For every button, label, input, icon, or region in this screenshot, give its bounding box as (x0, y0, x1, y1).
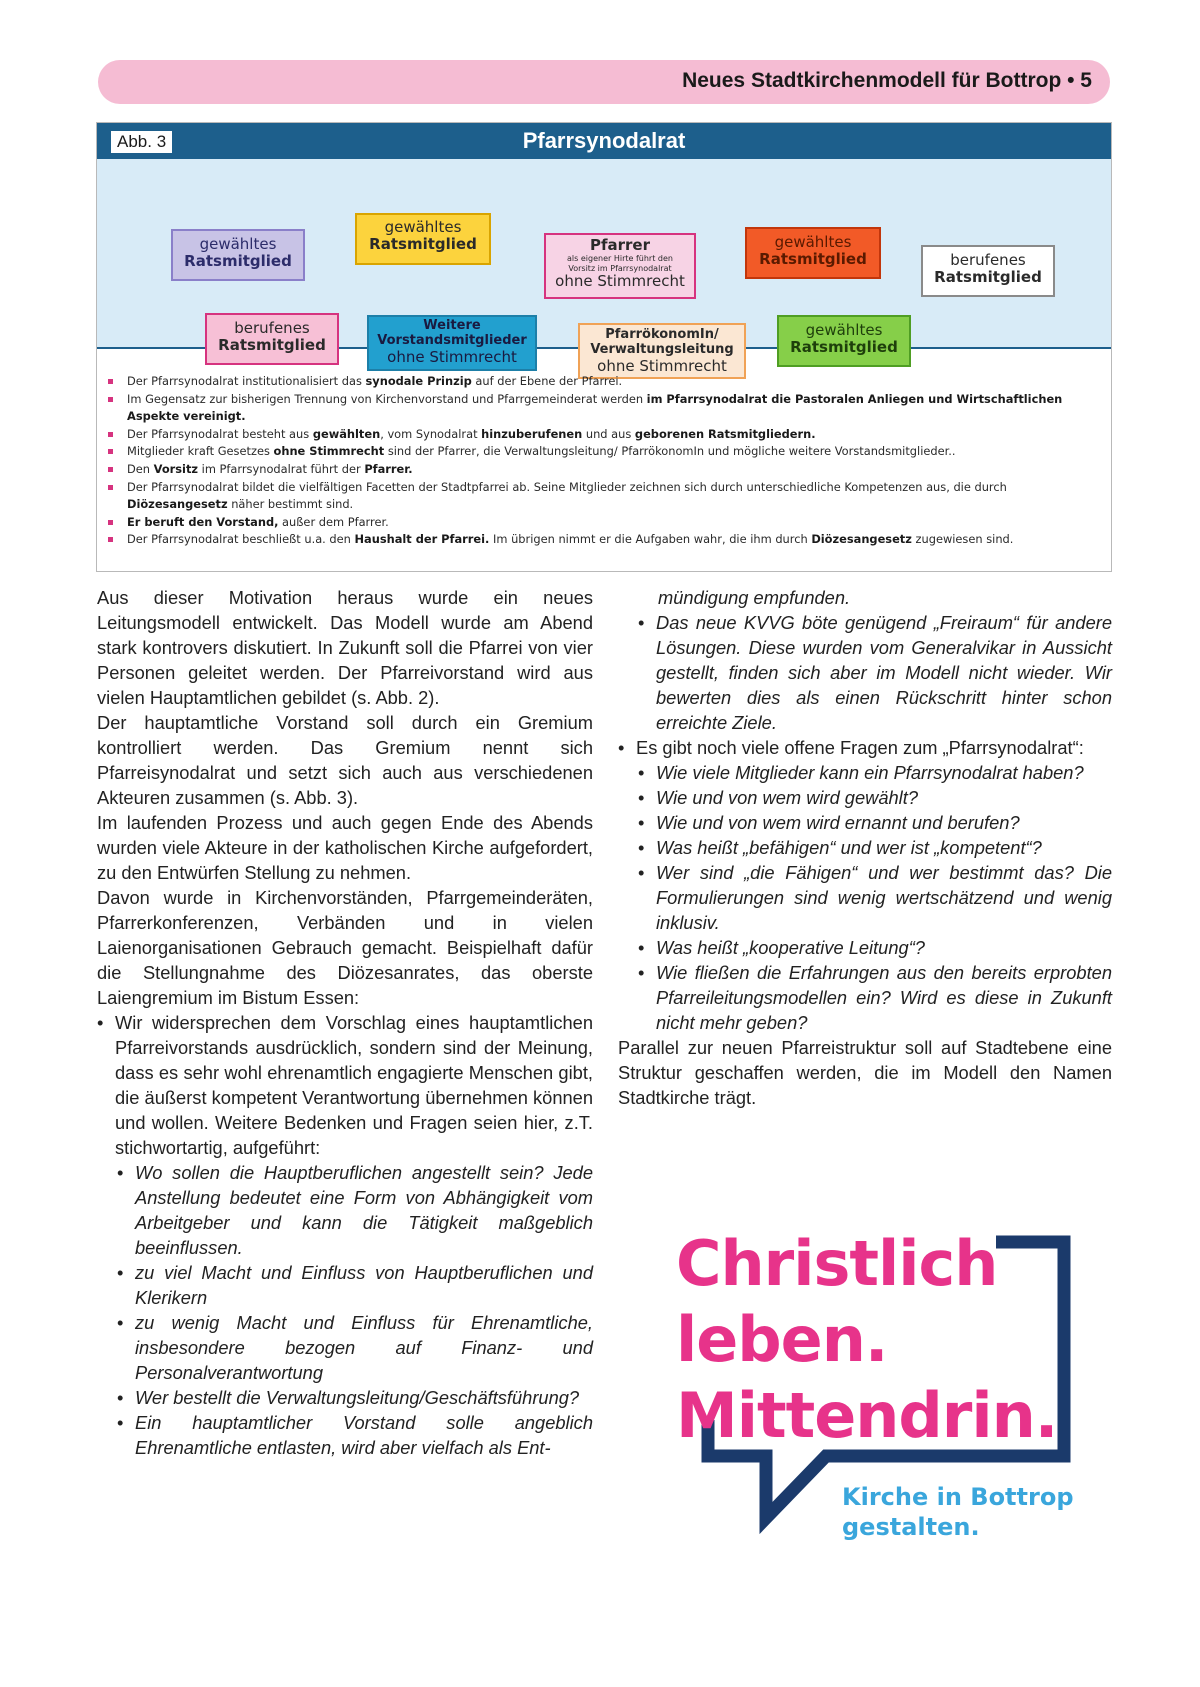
diagram-box-gewaehltes-1 (171, 229, 305, 281)
box-line: Ratsmitglied (934, 268, 1042, 287)
box-line: PfarrökonomIn/ (605, 327, 719, 342)
diagram-box-pfarrer (544, 233, 696, 299)
sub-list-item: • Das neue KVVG böte genügend „Freiraum“ für andere Lösungen. Diese wurden vom Generalvikar in Aussicht gestellt, finden sich aber im Modell nicht wieder. Wir bewerten dies als einen Rückschritt hinter schon erreichte Ziele. (636, 610, 1112, 735)
paragraph: Im laufenden Prozess und auch gegen Ende des Abends wurden viele Akteure in der katholischen Kirche aufgefordert, zu den Entwürfen Stellung zu nehmen. (97, 812, 593, 883)
logo-headline (676, 1226, 1057, 1454)
box-line: gewähltes (384, 218, 462, 236)
list-item (97, 1010, 593, 1460)
box-line: berufenes (950, 251, 1026, 269)
box-line: Ratsmitglied (759, 250, 867, 269)
sub-bullet-list (115, 1160, 593, 1460)
box-line: Ratsmitglied (218, 336, 326, 355)
box-note: als eigener Hirte führt den (567, 254, 673, 264)
figure-bullet-list (107, 373, 1097, 549)
sub-list-item: • Was heißt „kooperative Leitung“? (636, 935, 1112, 960)
box-line: Vorstandsmitglieder (377, 332, 527, 348)
box-line: Pfarrer (589, 236, 650, 254)
figure-bullet: Mitglieder kraft Gesetzes ohne Stimmrecht sind der Pfarrer, die Verwaltungsleitung/ PfarrökonomIn und mögliche weitere Vorstandsmitglieder.. (107, 443, 1097, 461)
figure-pfarrsynodalrat (96, 122, 1112, 572)
box-line: ohne Stimmrecht (555, 272, 685, 291)
box-line: Ratsmitglied (184, 252, 292, 271)
diagram-box-verwaltungsleitung (578, 323, 746, 379)
figure-bullet: Der Pfarrsynodalrat besteht aus gewählten, vom Synodalrat hinzuberufenen und aus geborenen Ratsmitgliedern. (107, 426, 1097, 444)
sub-bullet-list (636, 760, 1112, 1035)
box-line: gewähltes (199, 235, 277, 253)
sub-list-item: • zu wenig Macht und Einfluss für Ehrenamtliche, insbesondere bezogen auf Finanz- und Personalverantwortung (115, 1310, 593, 1385)
logo-line: leben. (676, 1303, 888, 1376)
sub-list-item: • Wie und von wem wird ernannt und berufen? (636, 810, 1112, 835)
figure-title-bar (97, 123, 1111, 159)
logo-line: Christlich (676, 1227, 998, 1300)
logo-subline-1: Kirche in Bottrop (842, 1483, 1074, 1511)
sub-list-item: • Ein hauptamtlicher Vorstand solle angeblich Ehrenamtliche entlasten, wird aber vielfach als Ent- (115, 1410, 593, 1460)
sub-bullet-list (618, 610, 1112, 735)
bullet-list (97, 1010, 593, 1460)
figure-bullet: Der Pfarrsynodalrat bildet die vielfältigen Facetten der Stadtpfarrei ab. Seine Mitglieder zeichnen sich durch unterschiedliche Kompetenzen aus, die durch Diözesangesetz näher bestimmt sind. (107, 479, 1097, 514)
box-line: ohne Stimmrecht (597, 356, 727, 375)
sub-list-item: • Wo sollen die Hauptberuflichen angestellt sein? Jede Anstellung bedeutet eine Form von Abhängigkeit vom Arbeitgeber und kann die Tätigkeit maßgeblich beeinflussen. (115, 1160, 593, 1260)
right-column (618, 585, 1112, 1110)
kirche-in-bottrop-logo (676, 1226, 1080, 1566)
sub-list-item: • Wer sind „die Fähigen“ und wer bestimmt das? Die Formulierungen sind wenig wertschätzend und wenig inklusiv. (636, 860, 1112, 935)
paragraph: Aus dieser Motivation heraus wurde ein neues Leitungsmodell entwickelt. Das Modell wurde am Abend stark kontrovers diskutiert. In Zukunft soll die Pfarrei von vier Personen geleitet werden. Der Pfarreivorstand wird aus vielen Hauptamtlichen gebildet (s. Abb. 2). (97, 587, 593, 708)
continued-text: mündigung empfunden. (658, 587, 851, 608)
box-line: Verwaltungsleitung (590, 341, 734, 357)
sub-list-item: • zu viel Macht und Einfluss von Hauptberuflichen und Klerikern (115, 1260, 593, 1310)
left-column (97, 585, 593, 1460)
figure-bullet: Der Pfarrsynodalrat beschließt u.a. den Haushalt der Pfarrei. Im übrigen nimmt er die Aufgaben wahr, die ihm durch Diözesangesetz zugewiesen sind. (107, 531, 1097, 549)
box-line: Weitere (423, 318, 481, 333)
sub-list-item: • Was heißt „befähigen“ und wer ist „kompetent“? (636, 835, 1112, 860)
diagram-box-gewaehltes-3 (745, 227, 881, 279)
page-header-bar (98, 60, 1110, 104)
figure-label: Abb. 3 (111, 131, 172, 153)
list-item-text: Es gibt noch viele offene Fragen zum „Pfarrsynodalrat“: (636, 737, 1084, 758)
figure-bullet: Er beruft den Vorstand, außer dem Pfarrer. (107, 514, 1097, 532)
box-line: Ratsmitglied (369, 235, 477, 254)
figure-title: Pfarrsynodalrat (522, 128, 686, 153)
logo-line: Mittendrin. (676, 1379, 1058, 1452)
box-note: Vorsitz im Pfarrsynodalrat (568, 263, 672, 273)
diagram-box-berufenes-2 (205, 313, 339, 365)
sub-list-item: • Wie viele Mitglieder kann ein Pfarrsynodalrat haben? (636, 760, 1112, 785)
paragraph: Der hauptamtliche Vorstand soll durch ein Gremium kontrolliert werden. Das Gremium nennt sich Pfarreisynodalrat und setzt sich auch aus verschiedenen Akteuren zusammen (s. Abb. 3). (97, 712, 593, 808)
sub-list-item: • Wer bestellt die Verwaltungsleitung/Geschäftsführung? (115, 1385, 593, 1410)
figure-diagram (97, 159, 1111, 375)
sub-list-item: • Wie und von wem wird gewählt? (636, 785, 1112, 810)
diagram-box-vorstandsmitglieder (367, 315, 537, 371)
figure-bullet: Den Vorsitz im Pfarrsynodalrat führt der Pfarrer. (107, 461, 1097, 479)
bullet-list (618, 735, 1112, 1035)
list-item-text: Wir widersprechen dem Vorschlag eines hauptamtlichen Pfarreivorstands ausdrücklich, sondern sind der Meinung, dass es sehr wohl ehrenamtlich engagierte Menschen gibt, die äußerst kompetent Verantwortung übernehmen können und wollen. Weitere Bedenken und Fragen seien hier, z.T. stichwortartig, aufgeführt: (115, 1012, 593, 1158)
box-line: gewähltes (774, 233, 852, 251)
sub-list-item: • Wie fließen die Erfahrungen aus den bereits erprobten Pfarreileitungsmodellen ein? Wird es diese in Zukunft nicht mehr geben? (636, 960, 1112, 1035)
box-line: ohne Stimmrecht (387, 347, 517, 366)
diagram-box-gewaehltes-2 (355, 213, 491, 265)
paragraph: Parallel zur neuen Pfarreistruktur soll auf Stadtebene eine Struktur geschaffen werden, die im Modell den Namen Stadtkirche trägt. (618, 1037, 1112, 1108)
paragraph: Davon wurde in Kirchenvorständen, Pfarrgemeinderäten, Pfarrerkonferenzen, Verbänden und in vielen Laienorganisationen Gebrauch gemacht. Beispielhaft dafür die Stellungnahme des Diözesanrates, das oberste Laiengremium im Bistum Essen: (97, 887, 593, 1008)
page-header-title: Neues Stadtkirchenmodell für Bottrop • 5 (682, 69, 1092, 92)
logo-subline-2: gestalten. (842, 1513, 980, 1541)
box-line: gewähltes (805, 321, 883, 339)
box-line: Ratsmitglied (790, 338, 898, 357)
diagram-box-berufenes-1 (921, 245, 1055, 297)
diagram-box-gewaehltes-4 (777, 315, 911, 367)
logo-subline (842, 1482, 1074, 1542)
figure-bullet: Der Pfarrsynodalrat institutionalisiert das synodale Prinzip auf der Ebene der Pfarrei. (107, 373, 1097, 391)
figure-bullet: Im Gegensatz zur bisherigen Trennung von Kirchenvorstand und Pfarrgemeinderat werden im Pfarrsynodalrat die Pastoralen Anliegen und Wirtschaftlichen Aspekte vereinigt. (107, 391, 1097, 426)
list-item (618, 735, 1112, 1035)
box-line: berufenes (234, 319, 310, 337)
